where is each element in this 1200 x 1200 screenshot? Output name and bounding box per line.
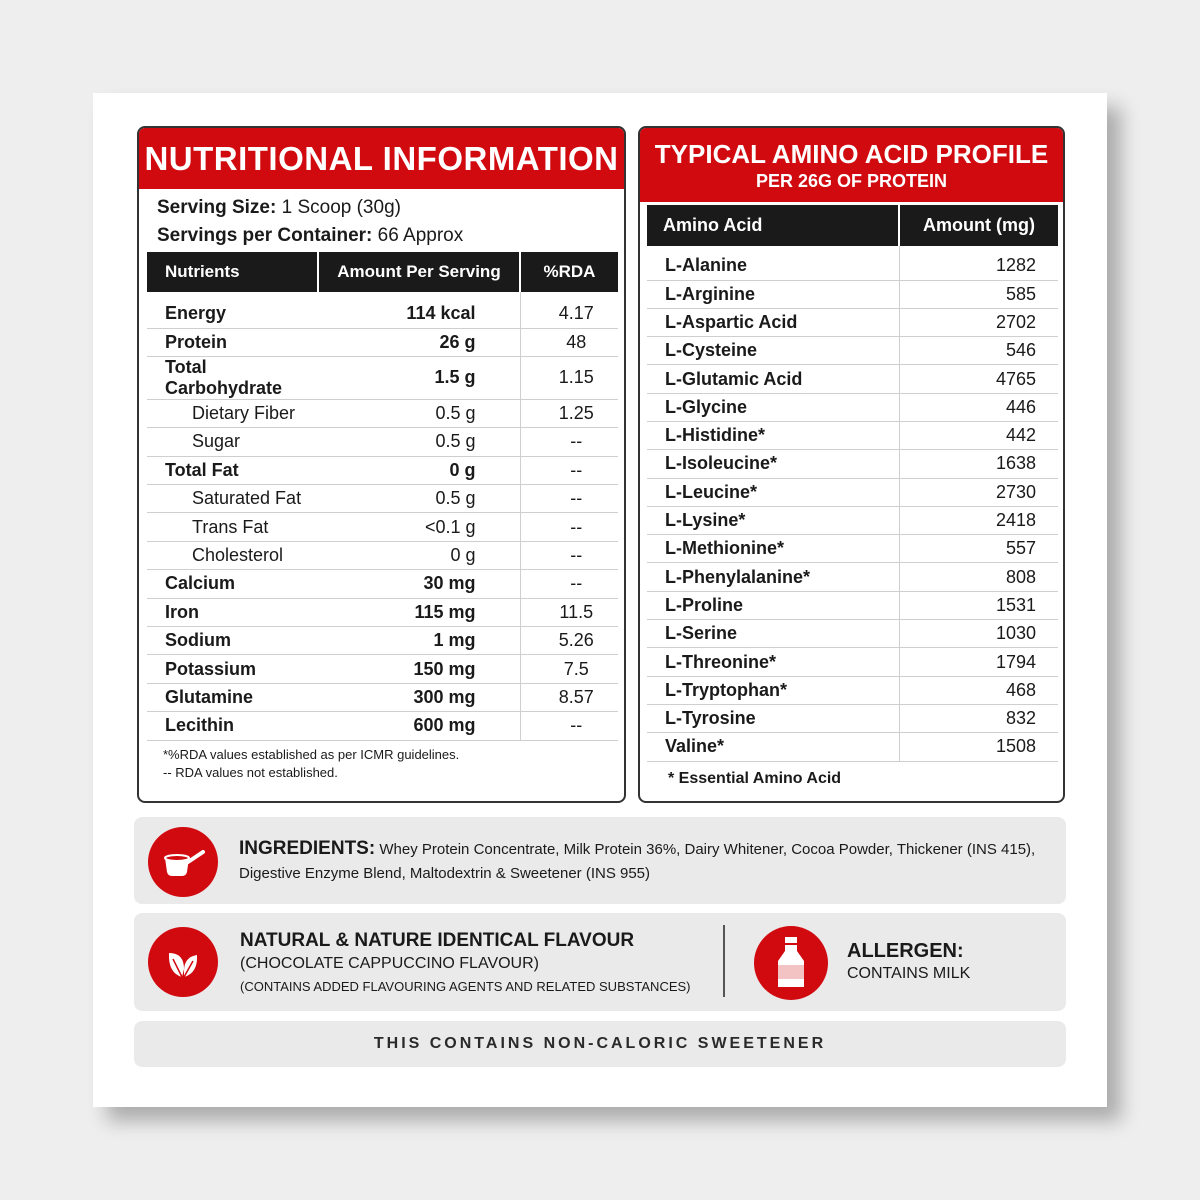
amino-amount: 1531 (899, 591, 1058, 619)
table-row (647, 478, 1058, 506)
amino-title-line-1: TYPICAL AMINO ACID PROFILE (654, 139, 1049, 169)
amino-name: L-Serine (647, 620, 899, 648)
nutrient-rda: 4.17 (520, 292, 618, 328)
footnote-rda: *%RDA values established as per ICMR guidelines. (163, 747, 460, 762)
amino-amount: 2702 (899, 308, 1058, 336)
amino-name: L-Proline (647, 591, 899, 619)
amino-name: L-Cysteine (647, 337, 899, 365)
amino-panel (638, 126, 1065, 803)
allergen-value: CONTAINS MILK (847, 965, 971, 982)
nutrient-amount: 300 mg (318, 683, 520, 711)
nutrient-rda: 11.5 (520, 598, 618, 626)
table-row (647, 308, 1058, 336)
table-row (647, 337, 1058, 365)
amino-amount: 546 (899, 337, 1058, 365)
sweetener-notice: THIS CONTAINS NON-CALORIC SWEETENER (134, 1021, 1066, 1067)
nutrient-amount: 30 mg (318, 570, 520, 598)
servings-value: 66 Approx (377, 225, 464, 246)
table-row (647, 393, 1058, 421)
amino-amount: 1794 (899, 648, 1058, 676)
nutrient-rda: 8.57 (520, 683, 618, 711)
amino-name: L-Tryptophan* (647, 676, 899, 704)
table-row (147, 513, 618, 541)
amino-name: L-Tyrosine (647, 704, 899, 732)
table-row (147, 485, 618, 513)
table-row (147, 541, 618, 569)
flavour-allergen-bar (134, 913, 1066, 1011)
allergen-label: ALLERGEN: (847, 940, 964, 962)
table-row (147, 292, 618, 328)
table-row (147, 328, 618, 356)
nutrient-rda: -- (520, 485, 618, 513)
amino-amount: 557 (899, 535, 1058, 563)
amino-name: L-Histidine* (647, 421, 899, 449)
allergen-info (847, 939, 970, 985)
amino-name: L-Glutamic Acid (647, 365, 899, 393)
table-row (647, 648, 1058, 676)
serving-size-label: Serving Size: (157, 197, 277, 218)
amino-name: L-Threonine* (647, 648, 899, 676)
amino-name: L-Methionine* (647, 535, 899, 563)
nutrient-rda: -- (520, 570, 618, 598)
nutrient-amount: 0.5 g (318, 399, 520, 427)
nutrition-panel (137, 126, 626, 803)
nutrient-rda: -- (520, 712, 618, 740)
scoop-icon (148, 827, 218, 897)
nutrient-name: Cholesterol (147, 541, 318, 569)
amino-name: L-Lysine* (647, 506, 899, 534)
table-row (647, 246, 1058, 280)
nutrient-amount: 600 mg (318, 712, 520, 740)
amino-name: L-Isoleucine* (647, 450, 899, 478)
nutrient-amount: 1.5 g (318, 356, 520, 399)
table-row (647, 280, 1058, 308)
amino-name: L-Alanine (647, 246, 899, 280)
nutrient-rda: 7.5 (520, 655, 618, 683)
table-row (147, 683, 618, 711)
servings-label: Servings per Container: (157, 225, 373, 246)
amino-amount: 1282 (899, 246, 1058, 280)
amino-amount: 2730 (899, 478, 1058, 506)
col-header-amount-mg: Amount (mg) (899, 205, 1058, 246)
col-header-nutrients: Nutrients (147, 252, 318, 292)
table-row (647, 421, 1058, 449)
flavour-line-2: (CHOCOLATE CAPPUCCINO FLAVOUR) (240, 955, 539, 972)
flavour-line-1: NATURAL & NATURE IDENTICAL FLAVOUR (240, 930, 635, 951)
table-row (647, 704, 1058, 732)
table-row (147, 570, 618, 598)
table-row (147, 456, 618, 484)
milk-bottle-icon (754, 926, 828, 1000)
amino-amount: 1508 (899, 733, 1058, 761)
table-row (647, 591, 1058, 619)
nutrient-name: Sugar (147, 428, 318, 456)
col-header-rda: %RDA (520, 252, 618, 292)
table-row (647, 450, 1058, 478)
nutrient-rda: -- (520, 428, 618, 456)
nutrient-rda: 5.26 (520, 627, 618, 655)
amino-name: L-Aspartic Acid (647, 308, 899, 336)
nutrition-footnote (163, 746, 459, 782)
amino-name: L-Arginine (647, 280, 899, 308)
nutrient-amount: 150 mg (318, 655, 520, 683)
nutrient-rda: -- (520, 513, 618, 541)
table-row (647, 365, 1058, 393)
nutrient-name: Sodium (147, 627, 318, 655)
amino-title-line-2: PER 26G OF PROTEIN (755, 171, 948, 191)
leaf-icon (148, 927, 218, 997)
nutrient-name: Trans Fat (147, 513, 318, 541)
divider (723, 925, 725, 997)
amino-title (640, 128, 1063, 202)
footnote-not-established: -- RDA values not established. (163, 765, 338, 780)
ingredients-text (239, 837, 1049, 886)
table-row (147, 598, 618, 626)
amino-amount: 1638 (899, 450, 1058, 478)
amino-amount: 442 (899, 421, 1058, 449)
nutrient-name: Calcium (147, 570, 318, 598)
nutrient-name: Iron (147, 598, 318, 626)
nutrient-rda: -- (520, 541, 618, 569)
nutrient-amount: 0 g (318, 541, 520, 569)
nutrient-name: Total Fat (147, 456, 318, 484)
nutrient-amount: 0.5 g (318, 428, 520, 456)
amino-amount: 585 (899, 280, 1058, 308)
nutrient-amount: 26 g (318, 328, 520, 356)
amino-amount: 4765 (899, 365, 1058, 393)
table-row (147, 655, 618, 683)
amino-amount: 446 (899, 393, 1058, 421)
nutrient-name: Protein (147, 328, 318, 356)
table-row (647, 676, 1058, 704)
serving-size-value: 1 Scoop (30g) (281, 197, 401, 218)
flavour-text (240, 930, 691, 998)
table-row (147, 712, 618, 740)
nutrient-rda: 1.15 (520, 356, 618, 399)
amino-name: L-Leucine* (647, 478, 899, 506)
nutrient-amount: <0.1 g (318, 513, 520, 541)
nutrient-rda: -- (520, 456, 618, 484)
amino-amount: 832 (899, 704, 1058, 732)
table-row (147, 428, 618, 456)
col-header-amount: Amount Per Serving (318, 252, 520, 292)
nutrient-amount: 115 mg (318, 598, 520, 626)
table-row (647, 620, 1058, 648)
flavour-line-3: (CONTAINS ADDED FLAVOURING AGENTS AND RELATED SUBSTANCES) (240, 979, 691, 994)
ingredients-label: INGREDIENTS: (239, 838, 376, 859)
amino-footnote: * Essential Amino Acid (668, 770, 842, 787)
amino-name: L-Phenylalanine* (647, 563, 899, 591)
table-row (647, 535, 1058, 563)
ingredients-list: Whey Protein Concentrate, Milk Protein 36%, Dairy Whitener, Cocoa Powder, Thickener (INS 415), Digestive Enzyme Blend, Maltodextrin & Sweetener (INS 955) (239, 841, 1036, 882)
table-row (147, 356, 618, 399)
nutrition-title: NUTRITIONAL INFORMATION (139, 128, 624, 189)
nutrient-name: Lecithin (147, 712, 318, 740)
nutrient-rda: 1.25 (520, 399, 618, 427)
amino-table (647, 205, 1058, 762)
nutrient-name: Total Carbohydrate (147, 356, 318, 399)
amino-amount: 808 (899, 563, 1058, 591)
nutrient-name: Dietary Fiber (147, 399, 318, 427)
nutrient-name: Potassium (147, 655, 318, 683)
amino-amount: 2418 (899, 506, 1058, 534)
amino-name: L-Glycine (647, 393, 899, 421)
table-row (647, 733, 1058, 761)
nutrition-table (147, 252, 618, 741)
nutrient-amount: 1 mg (318, 627, 520, 655)
nutrient-amount: 0 g (318, 456, 520, 484)
nutrient-name: Energy (147, 292, 318, 328)
nutrient-rda: 48 (520, 328, 618, 356)
table-row (647, 563, 1058, 591)
table-row (147, 627, 618, 655)
nutrient-name: Glutamine (147, 683, 318, 711)
amino-name: Valine* (647, 733, 899, 761)
table-row (647, 506, 1058, 534)
amino-amount: 468 (899, 676, 1058, 704)
nutrient-name: Saturated Fat (147, 485, 318, 513)
table-row (147, 399, 618, 427)
nutrient-amount: 114 kcal (318, 292, 520, 328)
col-header-amino-acid: Amino Acid (647, 205, 899, 246)
serving-info (139, 189, 624, 250)
amino-amount: 1030 (899, 620, 1058, 648)
ingredients-bar (134, 817, 1066, 904)
nutrient-amount: 0.5 g (318, 485, 520, 513)
